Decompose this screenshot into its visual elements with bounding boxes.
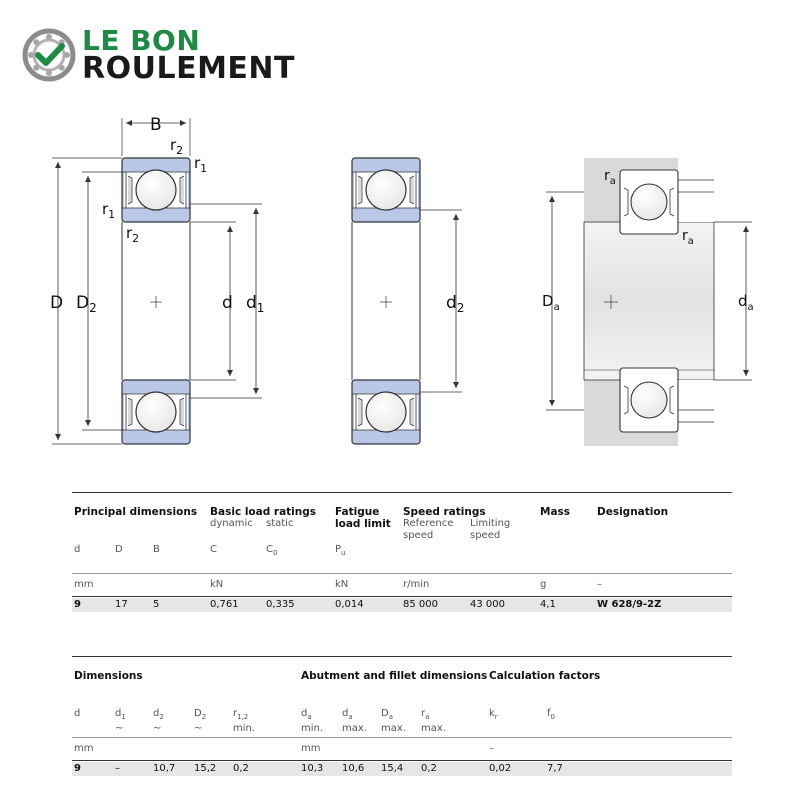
logo-line2: ROULEMENT [82, 51, 295, 86]
symbol2-f0: $f_0$ [547, 708, 555, 721]
subheader-reference: Reference [403, 518, 454, 529]
header-mass: Mass [540, 506, 571, 518]
label-r1-top: $r_1$ [194, 154, 208, 175]
symbol2-D2: $D_2$ ~ [194, 708, 207, 734]
unit-kN-fatigue: kN [335, 579, 349, 590]
symbol2-d: d [74, 708, 81, 719]
value2-d: 9 [74, 763, 81, 774]
symbol2-ra-max: $r_a$ max. [421, 708, 446, 734]
header-fatigue: Fatigue [335, 506, 380, 518]
value2-da-max: 10,6 [342, 763, 365, 774]
unit-kN-load: kN [210, 579, 224, 590]
symbol2-Da-max: $D_a$ max. [381, 708, 406, 734]
label-B: B [150, 115, 162, 135]
symbol-d: d [74, 544, 81, 555]
value2-D2: 15,2 [194, 763, 217, 774]
value2-d1: – [115, 763, 120, 774]
value-C0: 0,335 [266, 599, 295, 610]
header-fatigue-load-limit: load limit [335, 518, 391, 530]
subheader-limiting: Limiting [470, 518, 511, 529]
value-designation: W 628/9-2Z [597, 599, 662, 610]
unit2-mm-abutment: mm [301, 743, 321, 754]
bearing-mounting-view [542, 158, 754, 446]
value-d: 9 [74, 599, 81, 610]
symbol2-da-min: $d_a$ min. [301, 708, 324, 734]
label-D2: $D_2$ [76, 293, 97, 315]
unit-designation-dash: – [597, 579, 602, 590]
unit2-mm-dimensions: mm [74, 743, 94, 754]
table-dimensions [72, 654, 732, 794]
label-da: $d_a$ [738, 292, 754, 313]
subheader-static: static [266, 518, 294, 529]
unit-mm: mm [74, 579, 94, 590]
subheader-dynamic: dynamic [210, 518, 253, 529]
header-abutment-fillet: Abutment and fillet dimensions [301, 670, 488, 682]
value2-d2: 10,7 [153, 763, 176, 774]
value2-da-min: 10,3 [301, 763, 324, 774]
value2-Da-max: 15,4 [381, 763, 404, 774]
header-speed-ratings: Speed ratings [403, 506, 486, 518]
label-d2: $d_2$ [446, 293, 465, 315]
symbol-Pu: $P_u$ [335, 544, 346, 557]
unit2-dash-factors: – [489, 743, 494, 754]
value2-kr: 0,02 [489, 763, 512, 774]
header-calculation-factors: Calculation factors [489, 670, 601, 682]
header-principal-dimensions: Principal dimensions [74, 506, 198, 518]
label-ra-right: $r_a$ [682, 228, 694, 247]
symbol2-r12: $r_{1,2}$ min. [233, 708, 256, 734]
logo [22, 26, 302, 86]
symbol2-da-max: $d_a$ max. [342, 708, 367, 734]
label-d: d [222, 293, 233, 313]
value-D: 17 [115, 599, 128, 610]
label-r2-left: $r_2$ [126, 224, 140, 245]
symbol-C: C [210, 544, 217, 555]
symbol2-kr: $k_r$ [489, 708, 498, 721]
label-d1: $d_1$ [246, 293, 265, 315]
unit-g: g [540, 579, 547, 590]
header-designation: Designation [597, 506, 669, 518]
value-C: 0,761 [210, 599, 239, 610]
value2-r12: 0,2 [233, 763, 249, 774]
value-B: 5 [153, 599, 160, 610]
symbol-D: D [115, 544, 123, 555]
value-Pu: 0,014 [335, 599, 364, 610]
label-r1-left: $r_1$ [102, 200, 116, 221]
bearing-check-icon [22, 28, 76, 82]
label-Da: $D_a$ [542, 292, 560, 313]
subheader-limiting-speed: speed [470, 530, 501, 541]
logo-line1: LE BON [82, 24, 201, 57]
value-limiting-speed: 43 000 [470, 599, 505, 610]
symbol-B: B [153, 544, 160, 555]
subheader-reference-speed: speed [403, 530, 434, 541]
header-basic-load-ratings: Basic load ratings [210, 506, 317, 518]
bearing-diagram [0, 100, 800, 460]
label-r2-top: $r_2$ [170, 136, 184, 157]
unit-rpm: r/min [403, 579, 430, 590]
value-reference-speed: 85 000 [403, 599, 438, 610]
symbol-C0: $C_0$ [266, 544, 278, 557]
value2-f0: 7,7 [547, 763, 563, 774]
value-mass: 4,1 [540, 599, 556, 610]
symbol2-d1: $d_1$ ~ [115, 708, 126, 734]
bearing-section-middle [352, 158, 464, 444]
header-dimensions: Dimensions [74, 670, 143, 682]
table-principal-dimensions [72, 490, 732, 620]
label-ra-top: $r_a$ [604, 168, 616, 187]
bearing-section-left [50, 115, 264, 444]
label-D: D [50, 293, 64, 313]
value2-ra-max: 0,2 [421, 763, 437, 774]
symbol2-d2: $d_2$ ~ [153, 708, 164, 734]
